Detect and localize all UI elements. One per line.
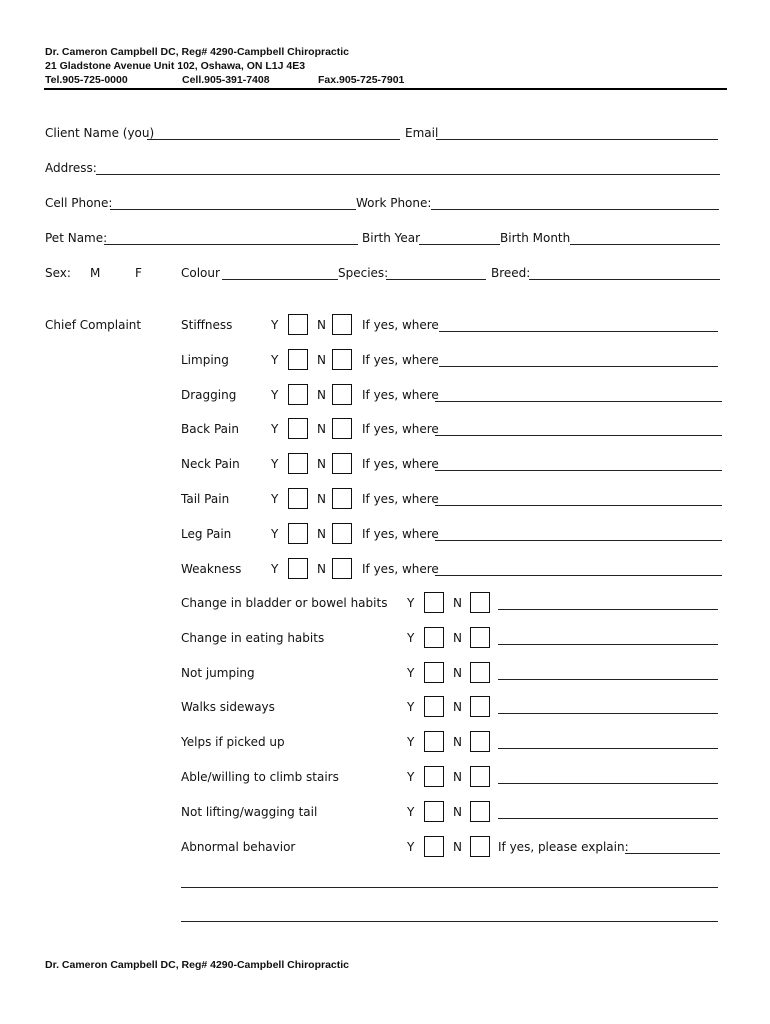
where-field[interactable] [435,435,722,436]
no-checkbox[interactable] [332,523,352,544]
yes-label: Y [407,770,415,784]
work-phone-label: Work Phone: [356,196,432,210]
yes-label: Y [407,804,415,819]
pet-name-label: Pet Name: [45,231,108,245]
no-checkbox[interactable] [332,488,352,509]
yes-checkbox[interactable] [424,836,444,857]
clinic-name: Dr. Cameron Campbell DC, Reg# 4290-Campbell Chiropractic [45,46,350,58]
yes-label: Y [271,387,279,402]
yes-checkbox[interactable] [288,349,308,370]
complaint-label: Limping [181,352,229,367]
yes-label: Y [407,630,415,645]
complaint-label: Yelps if picked up [181,735,285,750]
detail-field[interactable] [498,783,718,784]
yes-label: Y [407,596,415,610]
colour-label: Colour [181,266,220,280]
footer-text: Dr. Cameron Campbell DC, Reg# 4290-Campbell Chiropractic [45,959,350,971]
complaint-label: Change in bladder or bowel habits [181,596,388,610]
where-field[interactable] [435,401,722,402]
yes-checkbox[interactable] [288,453,308,474]
header-divider [44,88,727,90]
yes-checkbox[interactable] [288,384,308,405]
where-field[interactable] [435,575,722,576]
no-label: N [453,804,462,819]
yes-label: Y [407,839,415,854]
if-yes-where-label: If yes, where [362,457,439,472]
if-yes-where-label: If yes, where [362,387,439,402]
complaint-label: Not lifting/wagging tail [181,804,318,819]
no-label: N [317,561,326,576]
no-label: N [453,700,462,715]
yes-checkbox[interactable] [424,801,444,822]
yes-checkbox[interactable] [424,662,444,683]
no-label: N [317,422,326,437]
species-label: Species: [338,266,389,280]
yes-checkbox[interactable] [424,627,444,648]
yes-label: Y [271,457,279,472]
email-label: Email [405,126,439,140]
detail-field[interactable] [498,609,718,610]
yes-checkbox[interactable] [288,418,308,439]
birth-month-field[interactable] [570,244,720,245]
no-label: N [317,526,326,541]
yes-label: Y [271,526,279,541]
detail-field[interactable] [498,748,718,749]
sex-option-m[interactable]: M [90,266,101,280]
sex-option-f[interactable]: F [135,266,142,280]
if-yes-where-label: If yes, where [362,318,439,332]
yes-checkbox[interactable] [424,696,444,717]
if-yes-where-label: If yes, where [362,526,439,541]
yes-label: Y [407,665,415,680]
species-field[interactable] [386,279,486,280]
yes-checkbox[interactable] [424,731,444,752]
yes-checkbox[interactable] [288,488,308,509]
no-checkbox[interactable] [332,349,352,370]
no-checkbox[interactable] [470,627,490,648]
complaint-label: Leg Pain [181,526,232,541]
chief-complaint-label: Chief Complaint [45,318,142,332]
no-label: N [453,630,462,645]
if-yes-where-label: If yes, where [362,492,439,506]
no-label: N [317,457,326,472]
clinic-fax: Fax.905-725-7901 [318,74,405,86]
if-yes-explain-label: If yes, please explain: [498,839,629,854]
explain-line-2[interactable] [181,921,718,922]
yes-checkbox[interactable] [288,314,308,335]
yes-label: Y [407,735,415,750]
no-checkbox[interactable] [470,766,490,787]
birth-year-field[interactable] [419,244,500,245]
where-field[interactable] [435,540,722,541]
complaint-label: Tail Pain [181,492,230,506]
yes-label: Y [271,561,279,576]
address-label: Address: [45,161,97,175]
complaint-label: Abnormal behavior [181,839,296,854]
where-field[interactable] [435,470,722,471]
detail-field[interactable] [498,818,718,819]
no-label: N [317,387,326,402]
no-label: N [453,770,462,784]
no-checkbox[interactable] [332,453,352,474]
client-name-label: Client Name (you) [45,126,155,140]
no-checkbox[interactable] [332,558,352,579]
breed-label: Breed: [491,266,531,280]
complaint-label: Able/willing to climb stairs [181,770,339,784]
cell-phone-field[interactable] [110,209,356,210]
no-checkbox[interactable] [332,314,352,335]
no-label: N [317,352,326,367]
explain-field[interactable] [625,853,720,854]
complaint-label: Not jumping [181,665,255,680]
yes-label: Y [271,318,279,332]
breed-field[interactable] [529,279,720,280]
no-label: N [453,839,462,854]
sex-label: Sex: [45,266,71,280]
pet-name-field[interactable] [104,244,358,245]
detail-field[interactable] [498,713,718,714]
yes-checkbox[interactable] [424,592,444,613]
if-yes-where-label: If yes, where [362,422,439,437]
yes-label: Y [271,422,279,437]
where-field[interactable] [439,366,718,367]
where-field[interactable] [435,505,722,506]
client-name-field[interactable] [147,139,400,140]
work-phone-field[interactable] [431,209,719,210]
complaint-label: Weakness [181,561,242,576]
where-field[interactable] [439,331,718,332]
email-field[interactable] [436,139,718,140]
complaint-label: Neck Pain [181,457,240,472]
detail-field[interactable] [498,679,718,680]
no-label: N [453,596,462,610]
yes-checkbox[interactable] [288,558,308,579]
no-checkbox[interactable] [470,592,490,613]
no-checkbox[interactable] [470,801,490,822]
no-checkbox[interactable] [470,731,490,752]
clinic-address: 21 Gladstone Avenue Unit 102, Oshawa, ON L1J 4E3 [45,60,306,72]
detail-field[interactable] [498,644,718,645]
yes-label: Y [271,492,279,506]
birth-month-label: Birth Month [500,231,571,245]
no-checkbox[interactable] [470,696,490,717]
yes-label: Y [407,700,415,715]
colour-field[interactable] [222,279,338,280]
if-yes-where-label: If yes, where [362,352,439,367]
birth-year-label: Birth Year [362,231,421,245]
complaint-label: Stiffness [181,318,233,332]
complaint-label: Back Pain [181,422,239,437]
cell-phone-label: Cell Phone: [45,196,113,210]
if-yes-where-label: If yes, where [362,561,439,576]
address-field[interactable] [96,174,720,175]
no-checkbox[interactable] [332,384,352,405]
complaint-label: Change in eating habits [181,630,325,645]
no-checkbox[interactable] [470,662,490,683]
complaint-label: Walks sideways [181,700,275,715]
clinic-cell: Cell.905-391-7408 [182,74,270,86]
yes-label: Y [271,352,279,367]
yes-checkbox[interactable] [424,766,444,787]
yes-checkbox[interactable] [288,523,308,544]
no-checkbox[interactable] [470,836,490,857]
clinic-tel: Tel.905-725-0000 [45,74,128,86]
no-label: N [317,492,326,506]
complaint-label: Dragging [181,387,237,402]
no-label: N [317,318,326,332]
no-label: N [453,665,462,680]
explain-line-1[interactable] [181,887,718,888]
no-checkbox[interactable] [332,418,352,439]
no-label: N [453,735,462,750]
